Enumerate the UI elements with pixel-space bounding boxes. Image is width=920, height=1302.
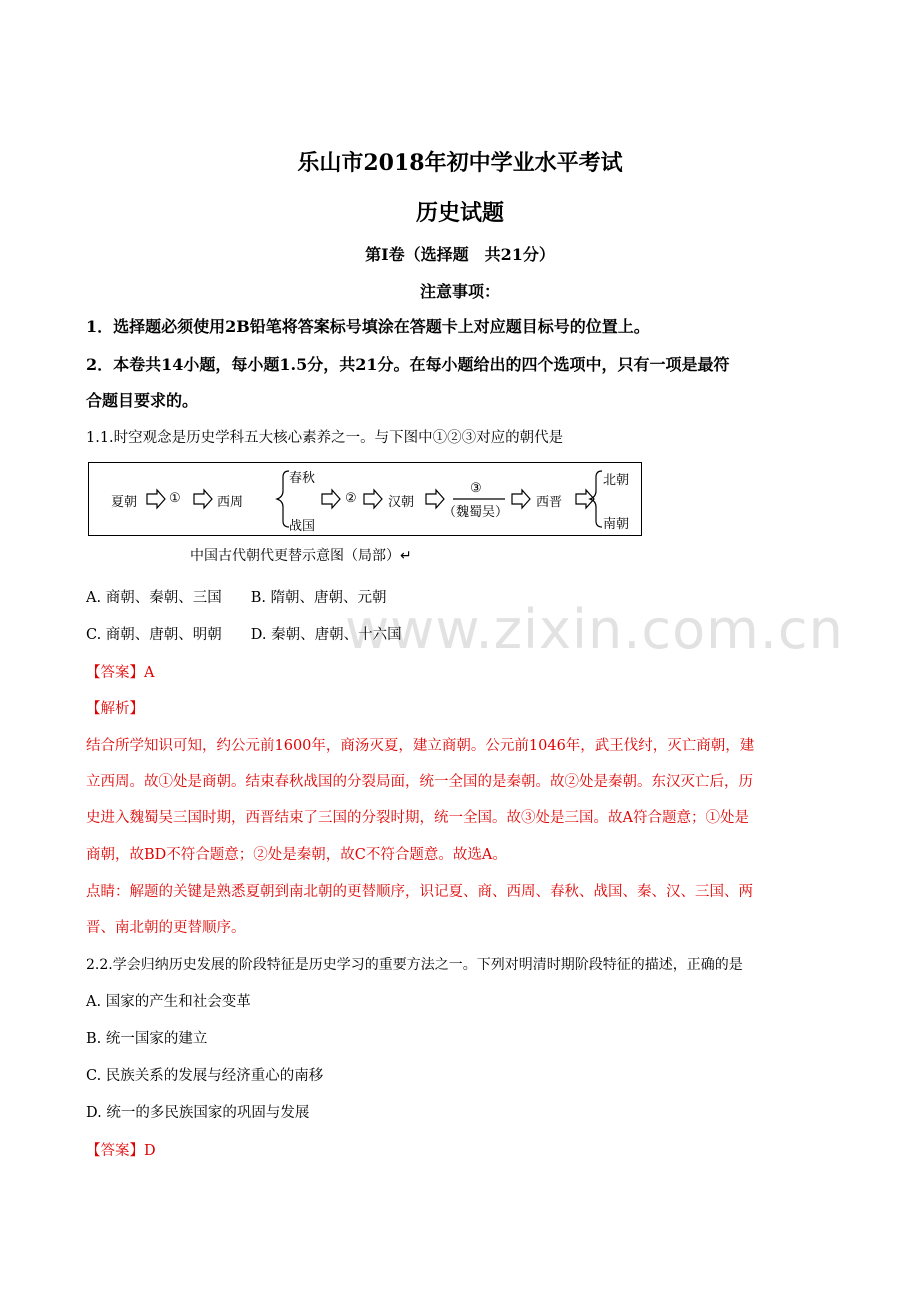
- q1-answer: 【答案】A: [86, 665, 155, 681]
- q2-stem: 2.2.学会归纳历史发展的阶段特征是历史学习的重要方法之一。下列对明清时期阶段特征的描述，正确的是: [86, 957, 743, 973]
- q1-stem: 1.1.时空观念是历史学科五大核心素养之一。与下图中①②③对应的朝代是: [86, 430, 564, 446]
- exam-title: 乐山市2018年初中学业水平考试: [297, 150, 623, 176]
- arrow-icon: [194, 490, 212, 508]
- dg-nanchao: 南朝: [603, 517, 630, 532]
- dg-c1: ①: [169, 491, 181, 506]
- notice-2: 2．本卷共14小题，每小题1.5分，共21分。在每小题给出的四个选项中，只有一项是最符: [86, 355, 730, 374]
- q1-tip-line: 点睛：解题的关键是熟悉夏朝到南北朝的更替顺序，识记夏、商、西周、春秋、战国、秦、汉、三国、两: [86, 884, 753, 900]
- dg-zhanguo: 战国: [289, 519, 316, 534]
- q1-options-row1: A. 商朝、秦朝、三国 B. 隋朝、唐朝、元朝: [86, 590, 387, 606]
- brace-left-2: [590, 471, 602, 527]
- q1-analysis-line: 史进入魏蜀吴三国时期，西晋结束了三国的分裂时期，统一全国。故③处是三国。故A符合题意；①处是: [86, 810, 749, 826]
- arrow-icon: [512, 490, 530, 508]
- dg-xia: 夏朝: [111, 495, 138, 510]
- section-heading: 第Ⅰ卷（选择题 共21分）: [365, 245, 555, 264]
- notice-1: 1．选择题必须使用2B铅笔将答案标号填涂在答题卡上对应题目标号的位置上。: [86, 317, 650, 336]
- dg-xizhou: 西周: [217, 495, 244, 510]
- q2-option-b: B. 统一国家的建立: [86, 1031, 208, 1047]
- dg-c3-note: （魏蜀吴）: [443, 505, 509, 520]
- dg-c3: ③: [470, 481, 482, 496]
- notice-heading: 注意事项：: [419, 282, 500, 301]
- q2-option-c: C. 民族关系的发展与经济重心的南移: [86, 1068, 324, 1084]
- brace-left-1: [277, 471, 289, 527]
- dg-chunqiu: 春秋: [289, 471, 316, 486]
- exam-subtitle: 历史试题: [415, 200, 504, 226]
- q2-answer: 【答案】D: [86, 1143, 156, 1159]
- q1-analysis-line: 立西周。故①处是商朝。结束春秋战国的分裂局面，统一全国的是秦朝。故②处是秦朝。东汉灭亡后，历: [86, 774, 753, 790]
- arrow-icon: [147, 490, 165, 508]
- arrow-icon: [426, 490, 444, 508]
- dynasty-diagram: [88, 462, 642, 536]
- dg-xijin: 西晋: [536, 495, 563, 510]
- dg-beichao: 北朝: [603, 473, 630, 488]
- q1-analysis-line: 结合所学知识可知，约公元前1600年，商汤灭夏，建立商朝。公元前1046年，武王伐纣，灭亡商朝，建: [86, 738, 755, 754]
- dg-c2: ②: [345, 491, 357, 506]
- q2-option-d: D. 统一的多民族国家的巩固与发展: [86, 1105, 310, 1121]
- q1-options-row2: C. 商朝、唐朝、明朝 D. 秦朝、唐朝、十六国: [86, 627, 402, 643]
- q1-analysis-line: 商朝，故BD不符合题意；②处是秦朝，故C不符合题意。故选A。: [86, 847, 507, 863]
- q1-analysis-label: 【解析】: [86, 701, 144, 717]
- notice-2-cont: 合题目要求的。: [86, 391, 199, 410]
- q1-tip-line: 晋、南北朝的更替顺序。: [86, 920, 246, 936]
- watermark: www.zixin.com.cn: [345, 598, 844, 661]
- arrow-icon: [322, 490, 340, 508]
- q2-option-a: A. 国家的产生和社会变革: [86, 994, 251, 1010]
- diagram-caption: 中国古代朝代更替示意图（局部）↵: [190, 548, 412, 564]
- arrow-icon: [364, 490, 382, 508]
- dg-han: 汉朝: [388, 495, 415, 510]
